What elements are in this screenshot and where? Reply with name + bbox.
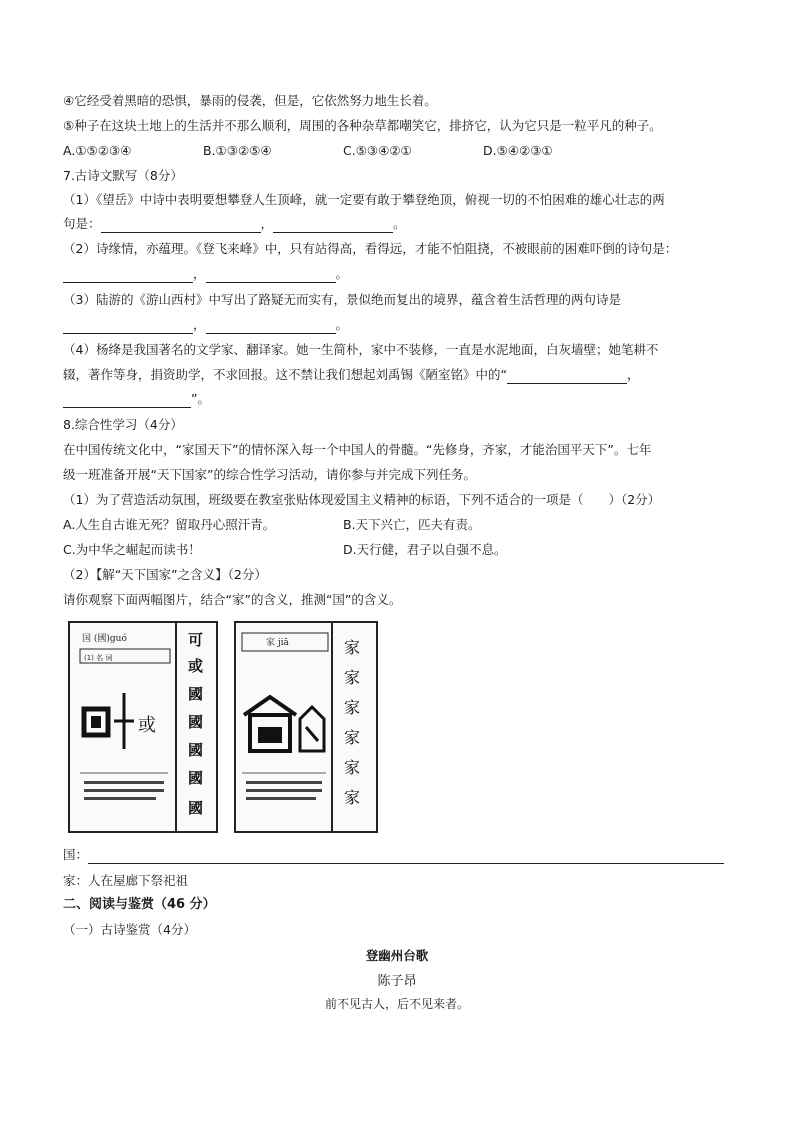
- figure-jia-header: 家 jiā: [266, 638, 289, 648]
- q7-3-line1: （3）陆游的《游山西村》中写出了路疑无而实有，景似绝而复出的境界，蕴含着生活哲理的两句诗是: [63, 292, 621, 307]
- svg-text:家: 家: [344, 638, 361, 657]
- answer-blank[interactable]: [63, 268, 193, 283]
- svg-text:家: 家: [344, 668, 361, 687]
- svg-text:國: 國: [188, 769, 204, 787]
- figure-jia-dictionary: [234, 621, 378, 833]
- svg-text:國: 國: [188, 713, 204, 731]
- jia-meaning: 家：人在屋廊下祭祀祖: [63, 873, 189, 888]
- figure-guo-glyph: 或: [138, 715, 156, 736]
- svg-text:國: 國: [188, 741, 204, 759]
- q8-title: 8.综合性学习（4分）: [63, 417, 183, 432]
- option-b: B.①③②⑤④: [203, 143, 272, 158]
- guo-label: 国：: [63, 847, 89, 862]
- q8-2-instruction: 请你观察下面两幅图片，结合“家”的含义，推测“国”的含义。: [63, 592, 402, 607]
- option-c: C.⑤③④②①: [343, 143, 412, 158]
- answer-blank[interactable]: [88, 849, 724, 864]
- q7-4-line1: （4）杨绛是我国著名的文学家、翻译家。她一生简朴，家中不装修，一直是水泥地面，白灰墙壁；她笔耕不: [63, 342, 659, 357]
- answer-blank[interactable]: [63, 319, 193, 334]
- q7-1-line2: 句是： ， 。: [63, 216, 406, 231]
- svg-text:家: 家: [344, 698, 361, 717]
- q7-3-line2: ， 。: [63, 316, 348, 334]
- figure-guo-dictionary: [68, 621, 218, 833]
- answer-blank[interactable]: [101, 218, 261, 233]
- answer-blank[interactable]: [206, 268, 336, 283]
- svg-text:可: 可: [188, 631, 204, 649]
- poem-author: 陈子昂: [377, 974, 417, 989]
- q8-2-title: （2）【解“天下国家”之含义】（2分）: [63, 567, 267, 582]
- figure-guo-header: 国 (國)guó: [82, 634, 127, 644]
- section-2-1-title: （一）古诗鉴赏（4分）: [63, 922, 196, 937]
- q8-option-a: A.人生自古谁无死？留取丹心照汗青。: [63, 517, 276, 532]
- q7-1-prefix: 句是：: [63, 216, 101, 231]
- q7-2-line2: ， 。: [63, 265, 348, 283]
- q8-option-b: B.天下兴亡，匹夫有责。: [343, 517, 481, 532]
- q8-intro-2: 级一班准备开展“天下国家”的综合性学习活动，请你参与并完成下列任务。: [63, 467, 476, 482]
- svg-text:國: 國: [188, 799, 204, 817]
- q7-4-line3: ”。: [63, 390, 210, 408]
- statement-4: ④它经受着黑暗的恐惧，暴雨的侵袭，但是，它依然努力地生长着。: [63, 93, 437, 108]
- section-2-title: 二、阅读与鉴赏（46 分）: [63, 897, 216, 912]
- answer-blank[interactable]: [507, 369, 627, 384]
- poem-line-1: 前不见古人，后不见来者。: [324, 997, 469, 1011]
- q8-1-question: （1）为了营造活动氛围，班级要在教室张贴体现爱国主义精神的标语，下列不适合的一项是（ ）（2分）: [63, 492, 661, 507]
- q8-option-d: D.天行健，君子以自强不息。: [343, 542, 507, 557]
- q7-title: 7.古诗文默写（8分）: [63, 168, 183, 183]
- answer-blank[interactable]: [63, 393, 191, 408]
- figure-guo-sub: (1) 名 词: [84, 654, 113, 662]
- option-a: A.①⑤②③④: [63, 143, 132, 158]
- figure-guo-graphic: [70, 623, 216, 831]
- answer-blank[interactable]: [206, 319, 336, 334]
- svg-text:家: 家: [344, 758, 361, 777]
- poem-title: 登幽州台歌: [365, 948, 429, 963]
- guo-answer-line: [63, 846, 724, 864]
- q7-4-line2: 辍，著作等身，捐资助学，不求回报。这不禁让我们想起刘禹锡《陋室铭》中的“ ，: [63, 367, 640, 382]
- svg-text:家: 家: [344, 728, 361, 747]
- q7-1-line1: （1）《望岳》中诗中表明要想攀登人生顶峰，就一定要有敢于攀登绝顶，俯视一切的不怕困难的雄心壮志的两: [63, 192, 665, 207]
- answer-blank[interactable]: [273, 218, 393, 233]
- q7-2-line1: （2）诗缘情，亦蕴理。《登飞来峰》中，只有站得高，看得远，才能不怕阻挠，不被眼前的困难吓倒的诗句是：: [63, 241, 678, 256]
- q8-intro-1: 在中国传统文化中，“家国天下”的情怀深入每一个中国人的骨髓。“先修身，齐家，才能治国平天下”。七年: [63, 442, 652, 457]
- figure-jia-graphic: [236, 623, 376, 831]
- svg-text:家: 家: [344, 788, 361, 807]
- option-d: D.⑤④②③①: [483, 143, 553, 158]
- svg-text:或: 或: [188, 657, 204, 675]
- q8-option-c: C.为中华之崛起而读书！: [63, 542, 201, 557]
- svg-text:國: 國: [188, 685, 204, 703]
- statement-5: ⑤种子在这块土地上的生活并不那么顺利，周围的各种杂草都嘲笑它，排挤它，认为它只是一粒平凡的种子。: [63, 118, 662, 133]
